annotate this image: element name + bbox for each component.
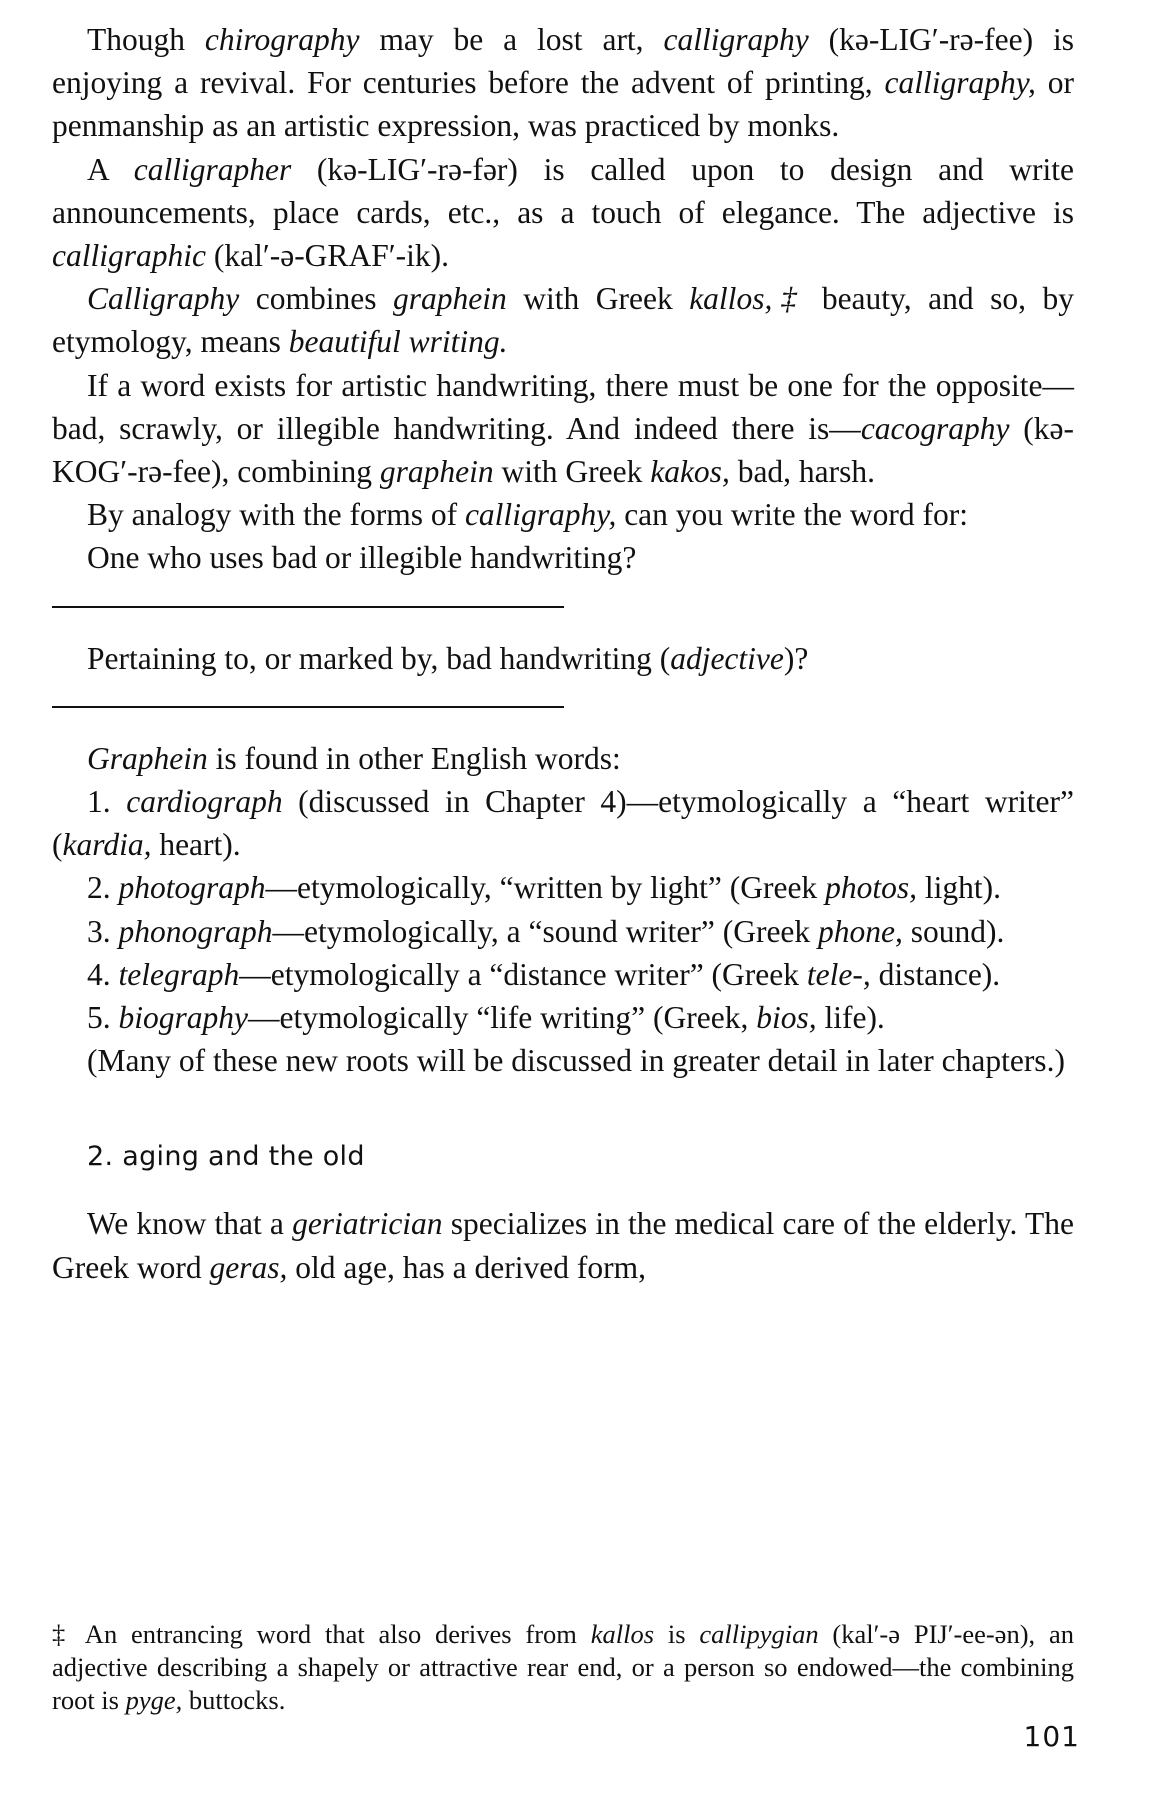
paragraph: (Many of these new roots will be discussed in greater detail in later chapters.) bbox=[87, 1043, 1065, 1079]
answer-blank[interactable] bbox=[52, 706, 564, 708]
heading-spacer bbox=[52, 1178, 1074, 1202]
list-item: 2. photograph—etymologically, “written by light” (Greek photos, light). bbox=[87, 870, 1001, 906]
list-item: 4. telegraph—etymologically a “distance writer” (Greek tele-, distance). bbox=[87, 956, 1001, 992]
list-item: 1. cardiograph (discussed in Chapter 4)—etymologically a “heart writer” (kardia, heart). bbox=[52, 784, 1075, 863]
page-number: 101 bbox=[1023, 1720, 1080, 1753]
paragraph: Graphein is found in other English words: bbox=[87, 740, 621, 776]
paragraph: A calligrapher (kə-LIG′-rə-fər) is called upon to design and write announcements, place cards, etc., as a touch of elegance. The adjective is calligraphic (kal′-ə-GRAF′-ik). bbox=[52, 151, 1074, 274]
paragraph: If a word exists for artistic handwriting, there must be one for the opposite—bad, scrawly, or illegible handwriting. And indeed there is—cacography (kə-KOG′-rə-fee), combining graphein with Greek kakos, bad, harsh. bbox=[52, 367, 1074, 490]
list-item: 5. biography—etymologically “life writing” (Greek, bios, life). bbox=[87, 1000, 885, 1036]
section-spacer bbox=[52, 1082, 1074, 1135]
paragraph: We know that a geriatrician specializes in the medical care of the elderly. The Greek word geras, old age, has a derived form, bbox=[52, 1206, 1074, 1285]
main-text bbox=[52, 18, 1074, 1289]
section-heading: 2. aging and the old bbox=[87, 1141, 365, 1173]
paragraph: Calligraphy combines graphein with Greek kallos,‡ beauty, and so, by etymology, means beautiful writing. bbox=[52, 281, 1074, 360]
exercise-question: Pertaining to, or marked by, bad handwriting (adjective)? bbox=[87, 640, 809, 676]
paragraph: Though chirography may be a lost art, calligraphy (kə-LIG′-rə-fee) is enjoying a revival. For centuries before the advent of printing, calligraphy, or penmanship as an artistic expression, was practiced by monks. bbox=[52, 22, 1074, 144]
paragraph: By analogy with the forms of calligraphy, can you write the word for: bbox=[87, 497, 968, 533]
exercise-question: One who uses bad or illegible handwriting? bbox=[87, 540, 637, 576]
answer-blank[interactable] bbox=[52, 606, 564, 608]
footnote: ‡ An entrancing word that also derives from kallos is callipygian (kal′-ə PIJ′-ee-ən), an adjective describing a shapely or attractive rear end, or a person so endowed—the combining root is pyge, buttocks. bbox=[52, 1619, 1074, 1715]
list-item: 3. phonograph—etymologically, a “sound writer” (Greek phone, sound). bbox=[87, 913, 1005, 949]
